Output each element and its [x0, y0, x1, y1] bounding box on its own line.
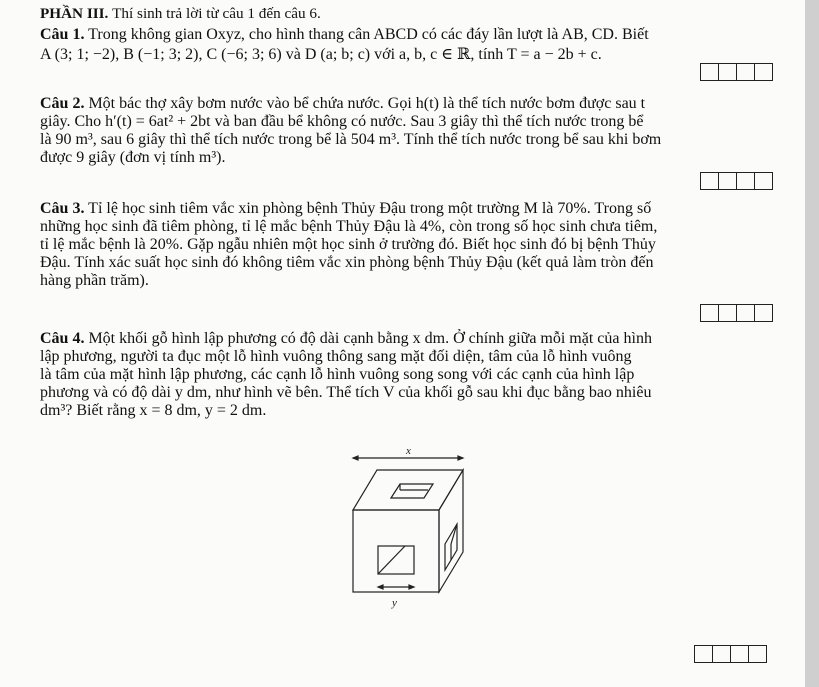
question-1-line-2: A (3; 1; −2), B (−1; 3; 2), C (−6; 3; 6) và D (a; b; c) với a, b, c ∈ ℝ, tính T = a − 2b + c. — [40, 46, 602, 63]
question-4-line-5: dm³? Biết rằng x = 8 dm, y = 2 dm. — [40, 402, 267, 419]
question-4-line-4: phương và có độ dài y dm, như hình vẽ bên. Thể tích V của khối gỗ sau khi đục bằng bao nhiêu — [40, 384, 652, 401]
question-3-line-4: Đậu. Tính xác suất học sinh đó không tiêm vắc xin phòng bệnh Thủy Đậu (kết quả làm tròn đến — [40, 254, 654, 271]
question-2 — [40, 95, 768, 167]
x-label: x — [406, 448, 411, 457]
page-edge-shadow — [805, 0, 819, 687]
cube-front-face — [353, 510, 439, 592]
question-4 — [40, 330, 768, 420]
front-hole — [378, 546, 414, 574]
top-hole — [391, 484, 433, 498]
question-4-line-1: Một khối gỗ hình lập phương có độ dài cạnh bằng x dm. Ở chính giữa mỗi mặt của hình — [88, 330, 652, 347]
question-3-line-5: hàng phần trăm). — [40, 272, 149, 289]
section-heading — [40, 5, 321, 23]
question-2-line-3: là 90 m³, sau 6 giây thì thể tích nước trong bể là 504 m³. Tính thể tích nước trong bể sau khi bơm — [40, 131, 662, 148]
question-1-line-1: Trong không gian Oxyz, cho hình thang cân ABCD có các đáy lần lượt là AB, CD. Biết — [88, 26, 649, 43]
question-2-line-1: Một bác thợ xây bơm nước vào bể chứa nước. Gọi h(t) là thể tích nước bơm được sau t — [88, 95, 646, 112]
question-1-label: Câu 1. — [40, 26, 85, 43]
section-subtitle: Thí sinh trả lời từ câu 1 đến câu 6. — [112, 5, 321, 22]
question-3-line-1: Tỉ lệ học sinh tiêm vắc xin phòng bệnh Thủy Đậu trong một trường M là 70%. Trong số — [88, 200, 652, 217]
question-4-line-3: là tâm của mặt hình lập phương, các cạnh lỗ hình vuông song song với các cạnh của hình lập — [40, 366, 635, 383]
question-3 — [40, 200, 768, 290]
question-4-label: Câu 4. — [40, 330, 85, 347]
question-2-line-4: được 9 giây (đơn vị tính m³). — [40, 149, 226, 166]
answer-box-3[interactable] — [700, 304, 773, 322]
question-3-label: Câu 3. — [40, 200, 85, 217]
answer-box-2[interactable] — [700, 172, 773, 190]
question-2-line-2: giây. Cho h′(t) = 6at² + 2bt và ban đầu bể không có nước. Sau 3 giây thì thể tích nước trong bể — [40, 113, 644, 130]
answer-box-1[interactable] — [700, 63, 773, 81]
question-3-line-2: những học sinh đã tiêm phòng, tỉ lệ mắc bệnh Thủy Đậu là 4%, còn trong số học sinh chưa tiêm, — [40, 218, 658, 235]
question-4-line-2: lập phương, người ta đục một lỗ hình vuông thông sang mặt đối diện, tâm của lỗ hình vuông — [40, 348, 632, 365]
answer-box-4[interactable] — [694, 645, 767, 663]
cube-right-face — [439, 470, 463, 592]
y-label: y — [392, 597, 397, 609]
question-1 — [40, 26, 768, 64]
question-2-label: Câu 2. — [40, 95, 85, 112]
section-title: PHẦN III. — [40, 5, 109, 22]
question-3-line-3: tỉ lệ mắc bệnh là 20%. Gặp ngẫu nhiên một học sinh ở trường đó. Biết học sinh đó bị bệnh Thủy — [40, 236, 656, 253]
cube-with-holes-figure — [345, 448, 475, 618]
